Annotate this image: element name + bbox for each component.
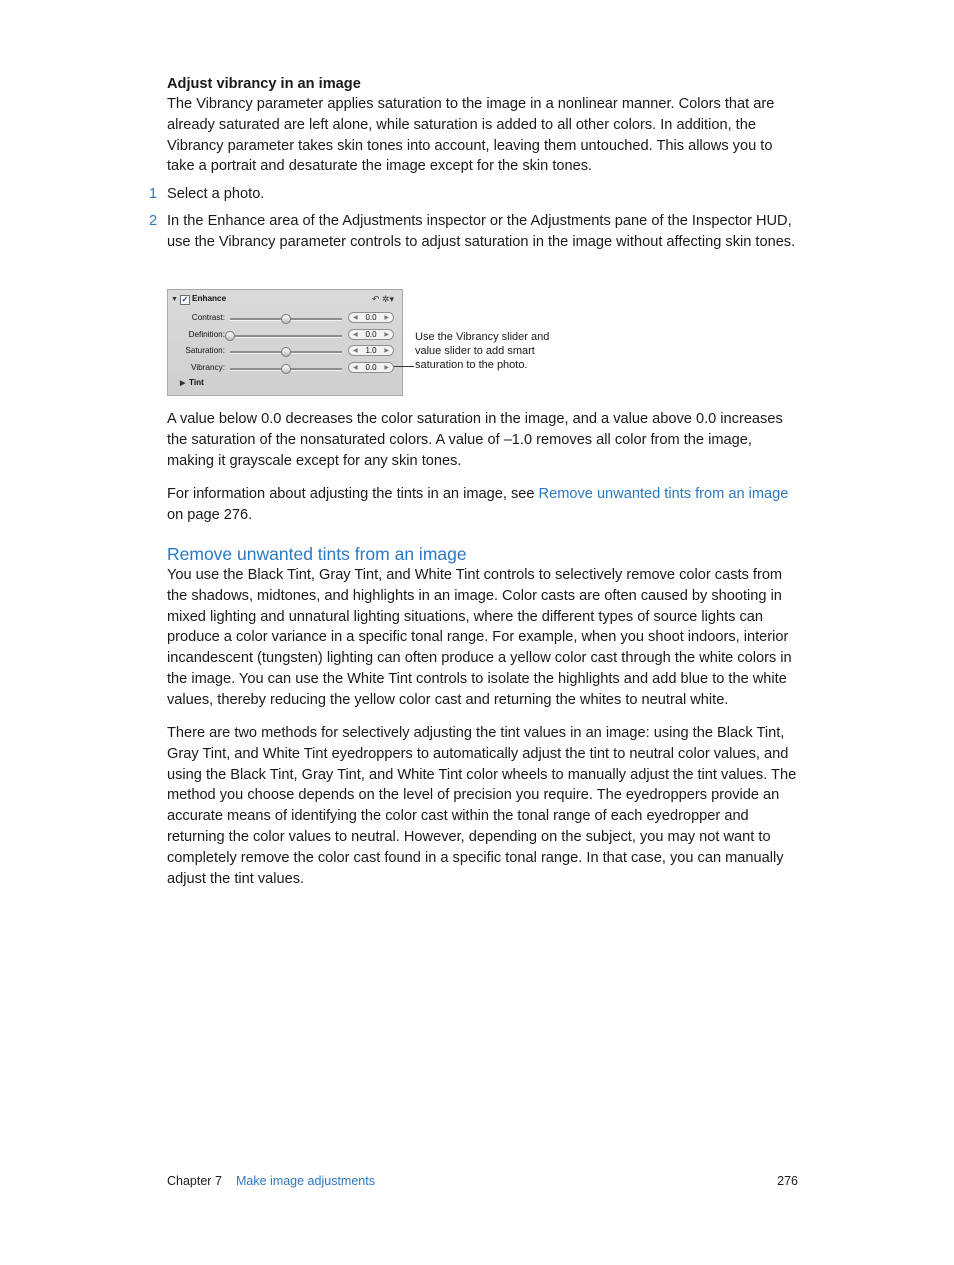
remove-tints-section	[167, 543, 799, 711]
figure-callout: Use the Vibrancy slider and value slider to add smart saturation to the photo.	[415, 331, 550, 371]
footer-chapter-title-link[interactable]: Make image adjustments	[236, 1174, 375, 1188]
page-number: 276	[777, 1174, 798, 1188]
decrement-arrow-icon[interactable]: ◀	[353, 332, 358, 338]
vibrancy-value-slider[interactable]	[348, 362, 394, 373]
vibrancy-label: Vibrancy:	[191, 363, 225, 372]
increment-arrow-icon[interactable]: ▶	[384, 315, 389, 321]
footer-chapter: Chapter 7	[167, 1174, 222, 1188]
vibrancy-row	[168, 361, 402, 375]
contrast-row	[168, 311, 402, 325]
definition-row	[168, 328, 402, 342]
callout-leader-line	[394, 366, 414, 367]
slider-knob[interactable]	[281, 347, 291, 357]
definition-value-slider[interactable]	[348, 329, 394, 340]
increment-arrow-icon[interactable]: ▶	[384, 348, 389, 354]
contrast-label: Contrast:	[191, 313, 225, 322]
saturation-value: 1.0	[365, 346, 377, 355]
xref-after: on page 276.	[167, 506, 253, 523]
xref-before: For information about adjusting the tints in an image, see	[167, 486, 539, 502]
step-2	[149, 211, 799, 253]
step-text: In the Enhance area of the Adjustments inspector or the Adjustments pane of the Inspector HUD, use the Vibrancy parameter controls to adjust saturation in the image without affecting skin tones.	[167, 213, 796, 250]
saturation-value-slider[interactable]	[348, 345, 394, 356]
step-number: 1	[149, 186, 158, 202]
slider-knob[interactable]	[281, 314, 291, 324]
decrement-arrow-icon[interactable]: ◀	[353, 315, 358, 321]
slider-knob[interactable]	[225, 331, 235, 341]
enhance-checkbox[interactable]: ✓	[181, 295, 189, 304]
disclosure-open-icon[interactable]: ▼	[171, 296, 178, 303]
intro-section	[167, 74, 799, 177]
remove-tints-link[interactable]: Remove unwanted tints from an image	[538, 486, 789, 502]
contrast-value: 0.0	[365, 313, 377, 322]
contrast-value-slider[interactable]	[348, 312, 394, 323]
disclosure-closed-icon[interactable]: ▶	[180, 380, 186, 387]
enhance-title: Enhance	[192, 294, 227, 303]
decrement-arrow-icon[interactable]: ◀	[353, 365, 358, 371]
vibrancy-value: 0.0	[365, 363, 377, 372]
enhance-panel-figure	[167, 289, 403, 396]
increment-arrow-icon[interactable]: ▶	[384, 332, 389, 338]
section-title: Remove unwanted tints from an image	[167, 544, 467, 564]
step-1	[149, 184, 799, 205]
intro-heading: Adjust vibrancy in an image	[167, 76, 361, 92]
step-text: Select a photo.	[167, 186, 265, 202]
step-number: 2	[149, 213, 158, 229]
tint-title: Tint	[189, 378, 204, 387]
intro-paragraph: The Vibrancy parameter applies saturation to the image in a nonlinear manner. Colors that are already saturated are left alone, while saturation is added to all other colors. In addition, the Vibrancy parameter takes skin tones into account, leaving them untouched. This allows you to take a portrait and desaturate the image except for the skin tones.	[167, 96, 775, 175]
increment-arrow-icon[interactable]: ▶	[384, 365, 389, 371]
definition-slider[interactable]	[230, 335, 342, 338]
tint-section-header[interactable]	[180, 378, 204, 392]
vibrancy-slider[interactable]	[230, 368, 342, 371]
definition-value: 0.0	[365, 330, 377, 339]
contrast-slider[interactable]	[230, 318, 342, 321]
section-paragraph-2: There are two methods for selectively adjusting the tint values in an image: using the Black Tint, Gray Tint, and White Tint eyedroppers to automatically adjust the tint to neutral color values, and using the Black Tint, Gray Tint, and White Tint color wheels to manually adjust the tint values. The method you choose depends on the level of precision you require. The eyedroppers provide an accurate means of identifying the color cast within the tonal range of each eyedropper and returning the color values to neutral. However, depending on the subject, you may not want to completely remove the color cast found in a specific tonal range. In that case, you can manually adjust the tint values.	[167, 725, 797, 887]
definition-label: Definition:	[188, 330, 225, 339]
section-paragraph-1: You use the Black Tint, Gray Tint, and White Tint controls to selectively remove color casts from the shadows, midtones, and highlights in an image. Color casts are often caused by shooting in mixed lighting and unnatural lighting situations, where the different types of source lights can produce a color variance in a specific tonal range. For example, when you shoot indoors, interior incandescent (tungsten) lighting can often produce a yellow color cast through the white colors in the image. You can use the White Tint controls to isolate the highlights and add blue to the white values, thereby reducing the yellow color cast and returning the whites to neutral white.	[167, 567, 792, 708]
decrement-arrow-icon[interactable]: ◀	[353, 348, 358, 354]
value-explanation-paragraph: A value below 0.0 decreases the color saturation in the image, and a value above 0.0 increases the saturation of the nonsaturated colors. A value of –1.0 removes all color from the image, making it grayscale except for any skin tones.	[167, 411, 783, 469]
saturation-slider[interactable]	[230, 351, 342, 354]
cross-reference-paragraph	[167, 484, 799, 526]
reset-and-action-icons[interactable]: ↶ ✲▾	[371, 294, 394, 304]
slider-knob[interactable]	[281, 364, 291, 374]
saturation-label: Saturation:	[185, 346, 225, 355]
enhance-header	[171, 294, 226, 308]
saturation-row	[168, 344, 402, 358]
